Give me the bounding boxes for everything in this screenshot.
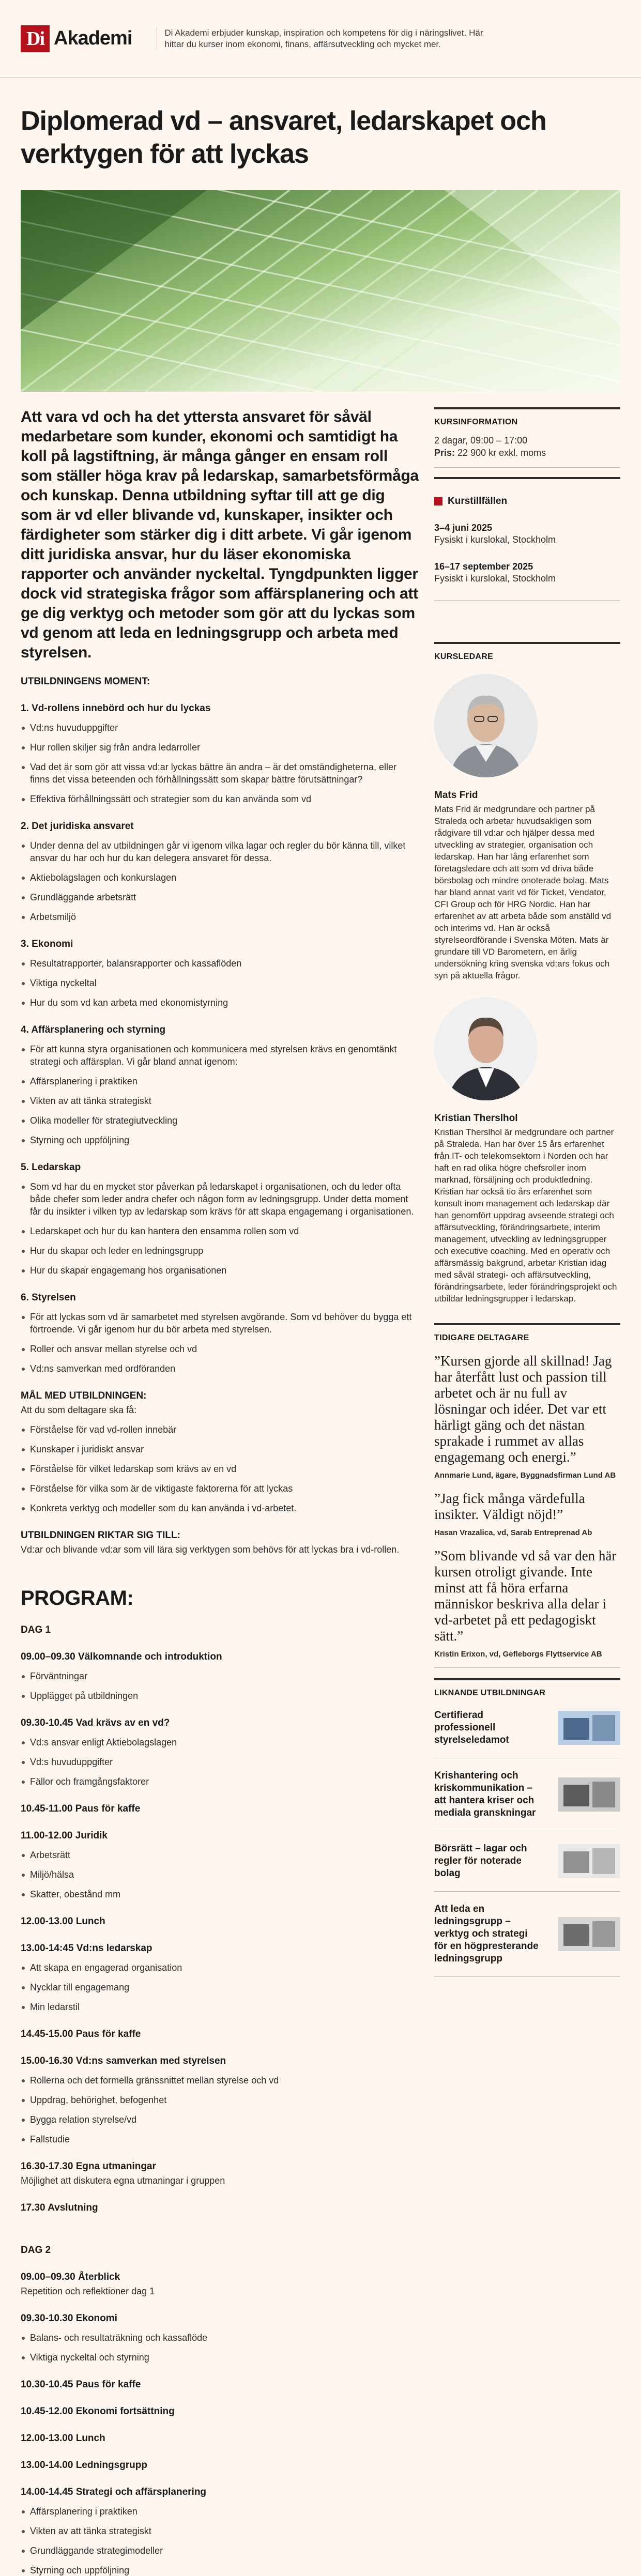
list-item: Miljö/hälsa bbox=[21, 1868, 419, 1881]
leader-bio: Mats Frid är medgrundare och partner på Straleda och arbetar huvudsakligen som rådgivare till vd:ar och hjälper dessa med utveckling av strategier, organisation och ledarskap. Han har lång erfarenhet som företagsledare och att som vd driva både börsbolag och mindre onoterade bolag. Mats har bland annat varit vd för Ticket, Vendator, CFI Group och för HRG Nordic. Han har erfarenhet av att arbeta både som anställd vd och interims vd. Han är också styrelseordförande i Svenska Möten. Mats är grundare till VD Barometern, en årlig undersökning kring svenska vd:ars fokus och syn på aktuella frågor. bbox=[434, 804, 612, 980]
schedule-slot-items bbox=[21, 1961, 419, 2013]
related-course-title: Certifierad professionell styrelseledamot bbox=[434, 1710, 509, 1745]
schedule-slot-time: 12.00-13.00 Lunch bbox=[21, 2433, 105, 2444]
related-heading: LIKNANDE UTBILDNINGAR bbox=[434, 1689, 546, 1697]
list-item: Grundläggande arbetsrätt bbox=[21, 891, 419, 903]
course-info-heading: KURSINFORMATION bbox=[434, 418, 518, 426]
testimonials-box bbox=[434, 1323, 620, 1668]
day1-schedule bbox=[21, 1651, 419, 2214]
price-value: 22 900 kr exkl. moms bbox=[457, 448, 546, 458]
occasions-square-icon bbox=[434, 497, 442, 505]
logo-text: Akademi bbox=[54, 27, 132, 49]
list-item: Styrning och uppföljning bbox=[21, 2564, 419, 2576]
related-course-image bbox=[558, 1917, 620, 1951]
testimonials-list bbox=[434, 1353, 620, 1659]
schedule-slot-time: 09.00–09.30 Välkomnande och introduktion bbox=[21, 1651, 222, 1662]
list-item: Hur du skapar engagemang hos organisationen bbox=[21, 1264, 419, 1277]
list-item: Min ledarstil bbox=[21, 2001, 419, 2013]
list-item: Affärsplanering i praktiken bbox=[21, 2505, 419, 2518]
testimonial-author: Kristin Erixon, vd, Gefleborgs Flyttservice AB bbox=[434, 1650, 602, 1659]
schedule-slot-time: 12.00-13.00 Lunch bbox=[21, 1916, 105, 1927]
list-item: För att kunna styra organisationen och kommunicera med styrelsen krävs en genomtänkt strategi och affärsplan. Vi går bland annat igenom: bbox=[21, 1043, 419, 1068]
occasion-place: Fysiskt i kurslokal, Stockholm bbox=[434, 534, 556, 545]
schedule-slot-time: 10.30-10.45 Paus för kaffe bbox=[21, 2379, 141, 2390]
list-item: Vd:ns samverkan med ordföranden bbox=[21, 1362, 419, 1375]
schedule-slot-time: 13.00-14:45 Vd:ns ledarskap bbox=[21, 1943, 152, 1954]
schedule-slot-items bbox=[21, 2505, 419, 2576]
target-text: Vd:ar och blivande vd:ar som vill lära sig verktygen som behövs för att lyckas bra i vd-rollen. bbox=[21, 1544, 400, 1555]
schedule-slot-items bbox=[21, 1670, 419, 1702]
module-title: 4. Affärsplanering och styrning bbox=[21, 1024, 166, 1035]
leader-mats bbox=[434, 674, 620, 982]
schedule-slot-time: 09.30-10.45 Vad krävs av en vd? bbox=[21, 1718, 170, 1728]
list-item: Vad det är som gör att vissa vd:ar lyckas bättre än andra – är det omständigheterna, eller finns det vissa beteenden och förhållningssätt som skapar bättre förutsättningar? bbox=[21, 761, 419, 786]
occasion-date[interactable]: 16–17 september 2025 bbox=[434, 561, 533, 572]
leader-name: Mats Frid bbox=[434, 790, 478, 801]
schedule-slot-items bbox=[21, 2074, 419, 2145]
top-bar bbox=[0, 0, 641, 78]
list-item: Affärsplanering i praktiken bbox=[21, 1075, 419, 1087]
list-item: Roller och ansvar mellan styrelse och vd bbox=[21, 1343, 419, 1355]
schedule-slot-time: 15.00-16.30 Vd:ns samverkan med styrelsen bbox=[21, 2056, 226, 2066]
module-title: 3. Ekonomi bbox=[21, 939, 73, 949]
schedule-slot-items bbox=[21, 1849, 419, 1900]
module-items bbox=[21, 1043, 419, 1146]
list-item: Uppdrag, behörighet, befogenhet bbox=[21, 2094, 419, 2106]
list-item: Kunskaper i juridiskt ansvar bbox=[21, 1443, 419, 1455]
module-title: 1. Vd-rollens innebörd och hur du lyckas bbox=[21, 703, 211, 714]
course-schedule: 2 dagar, 09:00 – 17:00 bbox=[434, 435, 528, 446]
module-items bbox=[21, 1311, 419, 1375]
moments-label: UTBILDNINGENS MOMENT: bbox=[21, 676, 150, 687]
leader-photo-mats bbox=[434, 674, 538, 777]
list-item: Konkreta verktyg och modeller som du kan använda i vd-arbetet. bbox=[21, 1502, 419, 1514]
avatar bbox=[434, 674, 538, 777]
leader-bio: Kristian Therslhol är medgrundare och partner på Straleda. Han har över 15 års erfarenhet från IT- och telekomsektorn i Norden och har haft en rad olika högre chefsroller inom marknad, försäljning och produktledning. Kristian har också tio års erfarenhet som konsult inom management och ledarskap där han genomfört uppdrag avseende strategi och affärsutveckling, förändringsarbete, interim management, utveckling av ledningsgrupper och executive coaching. Med en operativ och affärsmässig bakgrund, arbetar Kristian idag med såväl strategi- och affärsutveckling, förändringsarbete, leder förändringsprojekt och utbildar ledningsgrupper i ledarskap. bbox=[434, 1127, 617, 1304]
schedule-slot-time: 14.45-15.00 Paus för kaffe bbox=[21, 2029, 141, 2040]
module-items bbox=[21, 839, 419, 923]
list-item: Som vd har du en mycket stor påverkan på ledarskapet i organisationen, och du leder ofta både chefer som leder andra chefer och någon form av ledningsgrupp. Under detta moment får du insikter i vilken typ av ledarskap som krävs för att skapa engagemang i organisationen. bbox=[21, 1180, 419, 1218]
testimonial-quote: ”Jag fick många värdefulla insikter. Väldigt nöjd!” bbox=[434, 1491, 585, 1522]
related-course-title: Att leda en ledningsgrupp – verktyg och strategi för en högpresterande ledningsgrupp bbox=[434, 1904, 539, 1964]
module-items bbox=[21, 722, 419, 805]
modules-list bbox=[21, 703, 419, 1375]
related-course-link[interactable] bbox=[434, 1698, 620, 1758]
schedule-slot-time: 16.30-17.30 Egna utmaningar bbox=[21, 2161, 156, 2172]
avatar bbox=[434, 997, 538, 1100]
related-course-link[interactable] bbox=[434, 1758, 620, 1831]
hero-building-illustration bbox=[21, 190, 620, 392]
list-item: Grundläggande strategimodeller bbox=[21, 2544, 419, 2557]
schedule-slot-time: 17.30 Avslutning bbox=[21, 2202, 98, 2213]
leader-kristian bbox=[434, 997, 620, 1305]
related-course-image bbox=[558, 1777, 620, 1812]
logo-mark: Di bbox=[21, 25, 50, 52]
occasions-heading-text: Kurstillfällen bbox=[448, 496, 508, 507]
intro-text: Att vara vd och ha det yttersta ansvaret för såväl medarbetare som kunder, ekonomi och samtidigt ha koll på lagstiftning, är många gånger en ensam roll som ställer höga krav på ledarskap, samarbetsförmåga och kunskap. Denna utbildning syftar till att ge dig som är vd eller blivande vd, kunskaper, insikter och färdigheter som stärker dig i ditt arbete. Vi går igenom ditt juridiska ansvar, hur du läser ekonomiska rapporter och använder nyckeltal. Tyngdpunkten ligger dock vid strategiska frågor som affärsplanering och att ge dig verktyg och metoder som gör att du lyckas som vd genom att leda en ledningsgrupp och arbeta med styrelsen. bbox=[21, 408, 419, 661]
list-item: Upplägget på utbildningen bbox=[21, 1690, 419, 1702]
list-item: Aktiebolagslagen och konkurslagen bbox=[21, 871, 419, 884]
schedule-slot-items bbox=[21, 1736, 419, 1788]
module-title: 6. Styrelsen bbox=[21, 1292, 76, 1303]
price-label: Pris: bbox=[434, 448, 455, 458]
list-item: Balans- och resultaträkning och kassaflöde bbox=[21, 2332, 419, 2344]
list-item: Vikten av att tänka strategiskt bbox=[21, 2525, 419, 2537]
list-item: Skatter, obestånd mm bbox=[21, 1888, 419, 1900]
target-label: UTBILDNINGEN RIKTAR SIG TILL: bbox=[21, 1530, 180, 1541]
goals-label: MÅL MED UTBILDNINGEN: bbox=[21, 1390, 147, 1401]
list-item: Hur du som vd kan arbeta med ekonomistyrning bbox=[21, 996, 419, 1009]
list-item: Förväntningar bbox=[21, 1670, 419, 1682]
related-course-link[interactable] bbox=[434, 1831, 620, 1892]
leaders-box bbox=[434, 642, 620, 1313]
list-item: Viktiga nyckeltal bbox=[21, 977, 419, 989]
list-item: Resultatrapporter, balansrapporter och kassaflöden bbox=[21, 957, 419, 970]
occasions-list bbox=[434, 523, 620, 585]
list-item: Vd:ns huvuduppgifter bbox=[21, 722, 419, 734]
course-info-box bbox=[434, 407, 620, 468]
hero-image bbox=[21, 190, 620, 392]
list-item: Effektiva förhållningssätt och strategier som du kan använda som vd bbox=[21, 793, 419, 805]
list-item: Fallstudie bbox=[21, 2133, 419, 2145]
list-item: Arbetsrätt bbox=[21, 1849, 419, 1861]
occasions-heading bbox=[434, 496, 620, 507]
occasions-box bbox=[434, 477, 620, 601]
testimonials-heading: TIDIGARE DELTAGARE bbox=[434, 1333, 529, 1342]
list-item: Fällor och framgångsfaktorer bbox=[21, 1775, 419, 1788]
related-course-link[interactable] bbox=[434, 1892, 620, 1977]
list-item: Hur rollen skiljer sig från andra ledarroller bbox=[21, 741, 419, 754]
list-item: Förståelse för vilket ledarskap som krävs av en vd bbox=[21, 1463, 419, 1475]
list-item: Nycklar till engagemang bbox=[21, 1981, 419, 1994]
goals-intro: Att du som deltagare ska få: bbox=[21, 1405, 137, 1415]
related-box bbox=[434, 1678, 620, 1985]
schedule-slot-time: 11.00-12.00 Juridik bbox=[21, 1830, 108, 1841]
list-item: För att lyckas som vd är samarbetet med styrelsen avgörande. Som vd behöver du bygga ett förtroende. Vi går igenom hur du bör arbeta med styrelsen. bbox=[21, 1311, 419, 1336]
leader-name: Kristian Therslhol bbox=[434, 1113, 518, 1124]
list-item: Vd:s ansvar enligt Aktiebolagslagen bbox=[21, 1736, 419, 1749]
testimonial-author: Annmarie Lund, ägare, Byggnadsfirman Lund AB bbox=[434, 1471, 616, 1480]
schedule-slot-note: Repetition och reflektioner dag 1 bbox=[21, 2286, 155, 2296]
day2-label: DAG 2 bbox=[21, 2245, 51, 2256]
list-item: Ledarskapet och hur du kan hantera den ensamma rollen som vd bbox=[21, 1225, 419, 1237]
schedule-slot-items bbox=[21, 2332, 419, 2364]
module-title: 5. Ledarskap bbox=[21, 1162, 81, 1173]
testimonial-quote: ”Som blivande vd så var den här kursen otroligt givande. Inte minst att få höra erfarna människor beskriva alla delar i vd-arbetet på ett pedagogiskt sätt.” bbox=[434, 1548, 617, 1644]
day1-label: DAG 1 bbox=[21, 1624, 51, 1635]
module-items bbox=[21, 1180, 419, 1277]
list-item: Bygga relation styrelse/vd bbox=[21, 2113, 419, 2126]
module-title: 2. Det juridiska ansvaret bbox=[21, 821, 134, 832]
schedule-slot-time: 10.45-12.00 Ekonomi fortsättning bbox=[21, 2406, 175, 2417]
list-item: Vikten av att tänka strategiskt bbox=[21, 1095, 419, 1107]
related-list bbox=[434, 1698, 620, 1977]
day2-schedule bbox=[21, 2272, 419, 2576]
program-title: PROGRAM: bbox=[21, 1587, 134, 1609]
list-item: Rollerna och det formella gränssnittet mellan styrelse och vd bbox=[21, 2074, 419, 2087]
testimonial-author: Hasan Vrazalica, vd, Sarab Entreprenad Ab bbox=[434, 1528, 592, 1537]
sidebar bbox=[434, 407, 620, 2576]
site-tagline: Di Akademi erbjuder kunskap, inspiration och kompetens för dig i näringslivet. Här hittar du kurser inom ekonomi, finans, affärsutveckling och mycket mer. bbox=[157, 27, 487, 50]
module-items bbox=[21, 957, 419, 1009]
list-item: Vd:s huvuduppgifter bbox=[21, 1756, 419, 1768]
testimonial-quote: ”Kursen gjorde all skillnad! Jag har återfått lust och passion till arbetet och är nu full av lösningar och idéer. Det var ett härligt gäng och det nästan sprakade i rummet av allas engagemang och energi.” bbox=[434, 1353, 612, 1465]
goals-list bbox=[21, 1423, 419, 1514]
schedule-slot-time: 14.00-14.45 Strategi och affärsplanering bbox=[21, 2487, 207, 2497]
list-item: Hur du skapar och leder en ledningsgrupp bbox=[21, 1245, 419, 1257]
leader-photo-kristian bbox=[434, 997, 538, 1100]
schedule-slot-note: Möjlighet att diskutera egna utmaningar i gruppen bbox=[21, 2175, 225, 2186]
related-course-image bbox=[558, 1711, 620, 1745]
list-item: Viktiga nyckeltal och styrning bbox=[21, 2351, 419, 2364]
site-logo[interactable] bbox=[21, 25, 132, 52]
list-item: Under denna del av utbildningen går vi igenom vilka lagar och regler du bör känna till, vilket ansvar du har och hur du kan delegera ansvaret för dessa. bbox=[21, 839, 419, 864]
schedule-slot-time: 10.45-11.00 Paus för kaffe bbox=[21, 1803, 141, 1814]
list-item: Arbetsmiljö bbox=[21, 911, 419, 923]
list-item: Förståelse för vilka som är de viktigaste faktorerna för att lyckas bbox=[21, 1482, 419, 1495]
schedule-slot-time: 13.00-14.00 Ledningsgrupp bbox=[21, 2460, 147, 2471]
occasion-date[interactable]: 3–4 juni 2025 bbox=[434, 523, 493, 533]
list-item: Att skapa en engagerad organisation bbox=[21, 1961, 419, 1974]
schedule-slot-time: 09.00–09.30 Återblick bbox=[21, 2272, 120, 2282]
related-course-title: Krishantering och kriskommunikation – att hantera kriser och mediala granskningar bbox=[434, 1770, 536, 1818]
list-item: Styrning och uppföljning bbox=[21, 1134, 419, 1146]
related-course-title: Börsrätt – lagar och regler för noterade bolag bbox=[434, 1843, 527, 1879]
list-item: Olika modeller för strategiutveckling bbox=[21, 1114, 419, 1127]
schedule-slot-time: 09.30-10.30 Ekonomi bbox=[21, 2313, 117, 2324]
main-content bbox=[21, 407, 419, 2576]
leaders-heading: KURSLEDARE bbox=[434, 652, 494, 661]
list-item: Förståelse för vad vd-rollen innebär bbox=[21, 1423, 419, 1436]
page-title: Diplomerad vd – ansvaret, ledarskapet och verktygen för att lyckas bbox=[21, 106, 546, 169]
occasion-place: Fysiskt i kurslokal, Stockholm bbox=[434, 573, 556, 584]
related-course-image bbox=[558, 1844, 620, 1878]
course-price bbox=[434, 447, 620, 459]
